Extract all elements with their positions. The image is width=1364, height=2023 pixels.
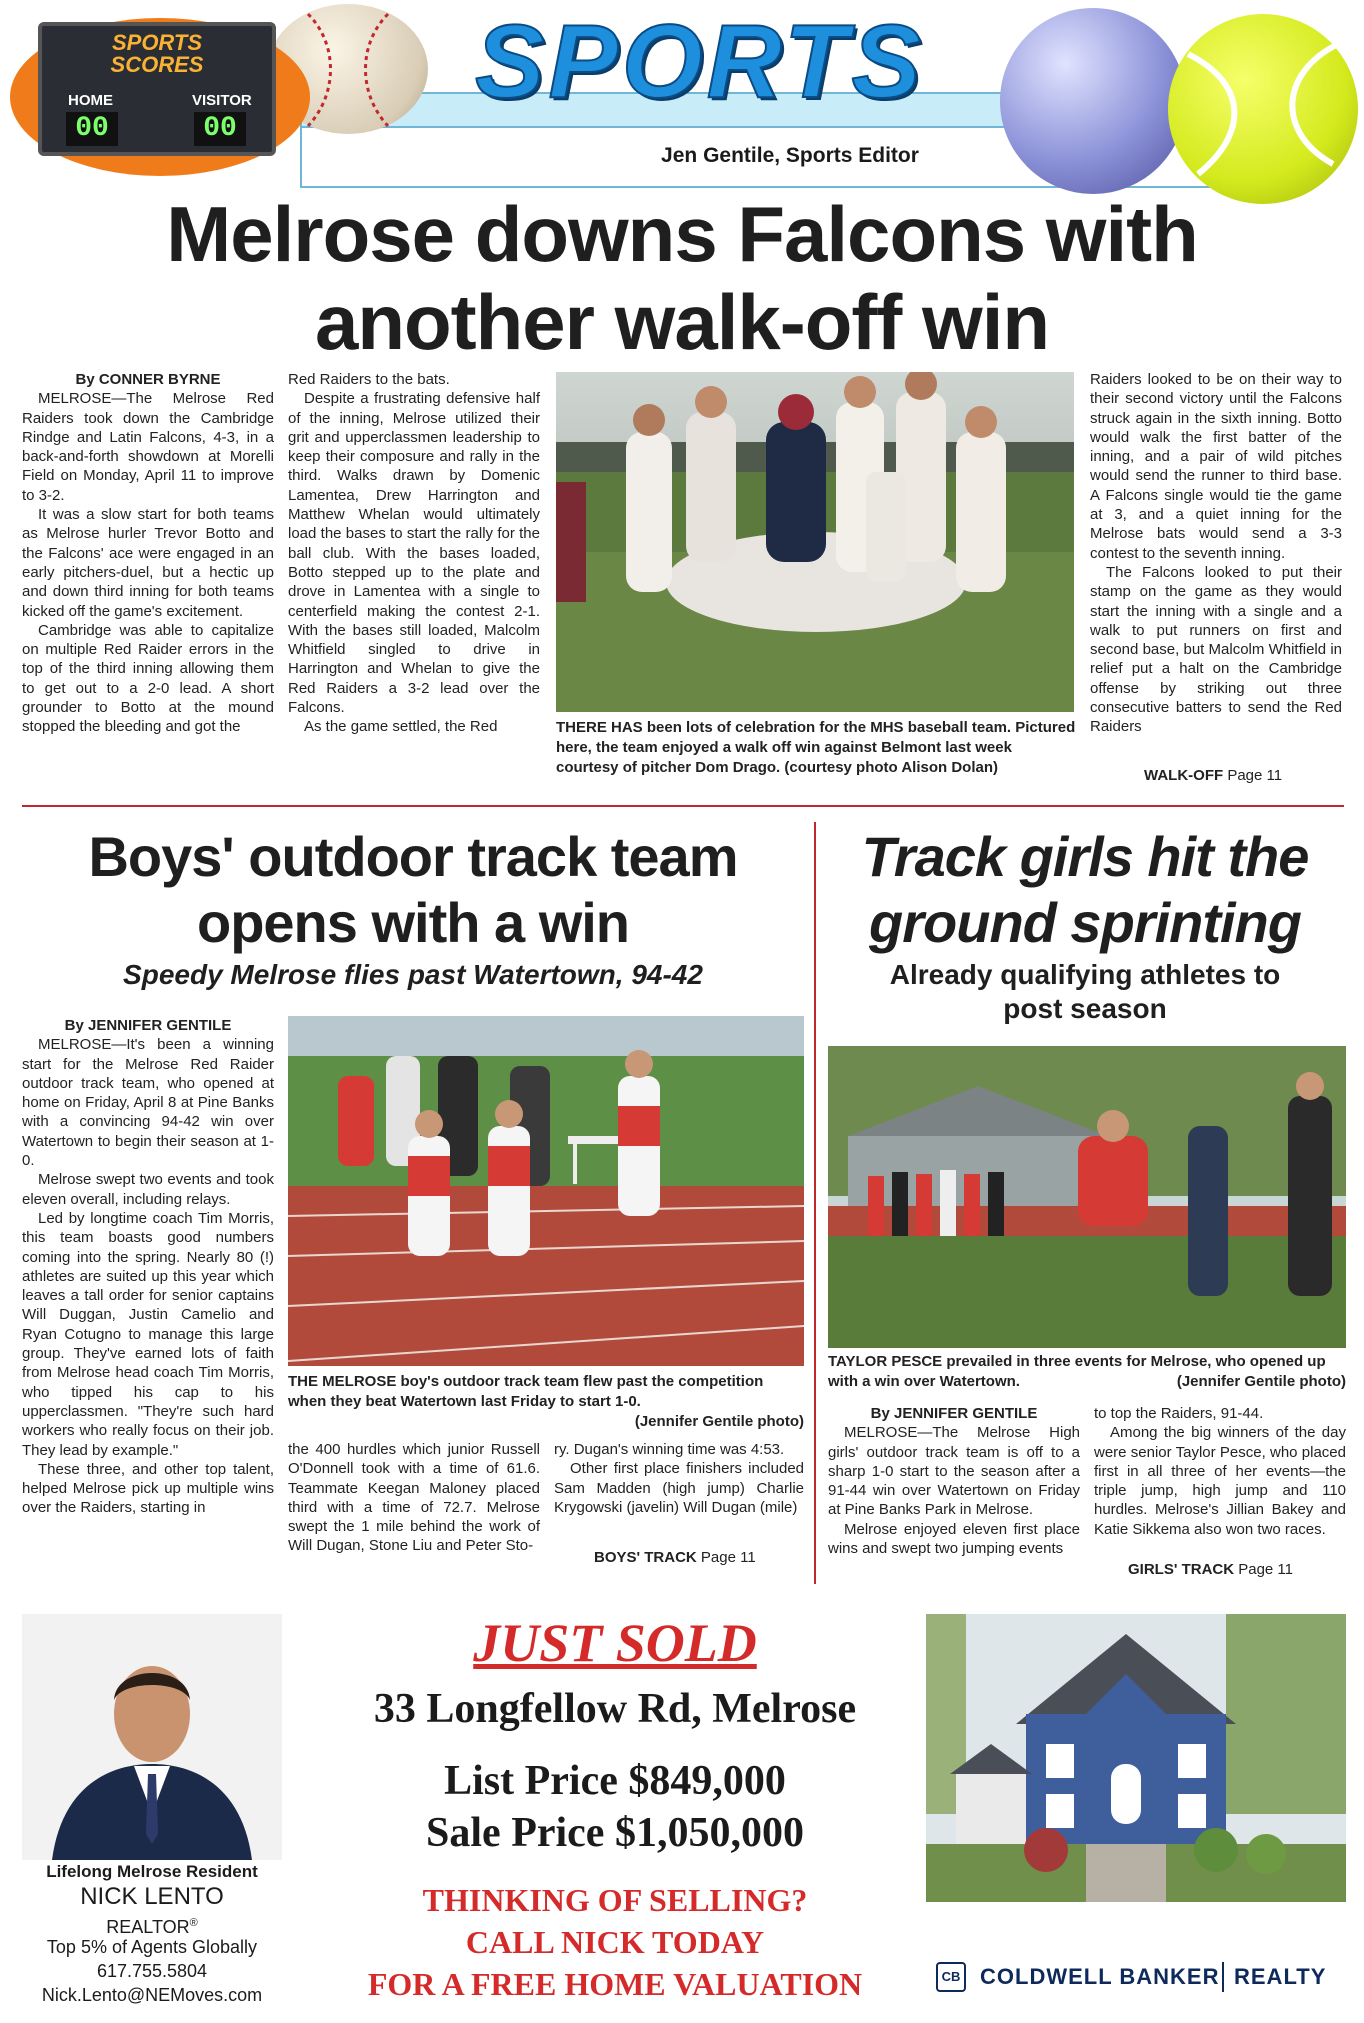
- girls-track-paragraph: MELROSE—The Melrose High girls' outdoor track team is off to a sharp 1-0 start to the season after a 91-44 win over Watertown on Friday at Pine Banks Park in Melrose.: [828, 1424, 1080, 1519]
- boys-track-headline: [22, 824, 804, 956]
- boys-track-jump-line: [594, 1548, 804, 1568]
- section-divider: [22, 805, 1344, 807]
- baseball-headline: [60, 190, 1304, 366]
- boys-track-paragraph: MELROSE—It's been a winning start for the Melrose Red Raider outdoor track team, who opened at home on Friday, April 8 at Pine Banks with a convincing 94-42 win over Watertown to begin their season at 1-0.: [22, 1036, 274, 1170]
- girls-track-photo: [828, 1046, 1346, 1348]
- column-divider: [814, 822, 816, 1584]
- cta-line-3: FOR A FREE HOME VALUATION: [367, 1966, 863, 2002]
- girls-track-subhead-line2: post season: [1003, 993, 1167, 1024]
- baseball-jump-label: WALK-OFF: [1144, 767, 1224, 784]
- girls-track-jump-page: Page 11: [1238, 1561, 1294, 1578]
- boys-track-byline: By JENNIFER GENTILE: [64, 1017, 232, 1034]
- girls-track-jump-line: [1128, 1560, 1344, 1580]
- scoreboard-visitor-score: 00: [194, 112, 246, 146]
- just-sold-headline: JUST SOLD: [473, 1613, 757, 1673]
- girls-track-jump-label: GIRLS' TRACK: [1128, 1561, 1235, 1578]
- baseball-paragraph: The Falcons looked to put their stamp on the game as they would start the inning with a single and a walk to put runners on first and second base, but Malcolm Whitfield in relief put a halt on the Cambridge offense by striking out three consecutive batters to send the Red Raiders: [1090, 563, 1342, 736]
- girls-track-column-1: [828, 1404, 1080, 1558]
- baseball-headline-line1: Melrose downs Falcons with: [166, 190, 1198, 278]
- boys-track-photo: [288, 1016, 804, 1366]
- girls-track-paragraph: Melrose enjoyed eleven first place wins and swept two jumping events: [828, 1520, 1080, 1558]
- sale-price: Sale Price $1,050,000: [426, 1810, 804, 1856]
- boys-track-headline-line2: opens with a win: [196, 891, 630, 954]
- boys-track-subhead: Speedy Melrose flies past Watertown, 94-42: [123, 959, 703, 990]
- brokerage-logo: [936, 1960, 1336, 1994]
- cta-line-1: THINKING OF SELLING?: [422, 1882, 808, 1918]
- boys-track-headline-line1: Boys' outdoor track team: [88, 825, 738, 888]
- baseball-column-3: [1090, 370, 1342, 737]
- listing-address: 33 Longfellow Rd, Melrose: [373, 1686, 857, 1732]
- baseball-column-2: [288, 370, 540, 737]
- sports-editor: Jen Gentile, Sports Editor: [661, 144, 919, 167]
- brokerage-name: COLDWELL BANKER: [980, 1964, 1220, 1989]
- scoreboard-title-2: SCORES: [110, 52, 204, 77]
- agent-tagline: Lifelong Melrose Resident: [46, 1862, 258, 1881]
- boys-track-photo-caption: THE MELROSE boy's outdoor track team flew past the competition when they beat Watertown last Friday to start 1-0.: [288, 1373, 764, 1410]
- girls-track-subhead-line1: Already qualifying athletes to: [889, 959, 1281, 990]
- boys-track-paragraph: Led by longtime coach Tim Morris, this team boasts good numbers coming into the spring. Nearly 80 (!) athletes are suited up this year which leaves a tall order for senior captains Will Duggan, Justin Camelio and Ryan Cotugno to manage this large group. They've earned lots of faith from Melrose head coach Tim Morris, who tipped his cap to his upperclassmen. "They're such hard workers who really focus on their job. They lead by example.": [22, 1209, 274, 1459]
- brokerage-suffix: REALTY: [1234, 1964, 1327, 1989]
- agent-rank: Top 5% of Agents Globally: [46, 1937, 258, 1957]
- boys-track-column-1: [22, 1016, 274, 1518]
- baseball-byline: By CONNER BYRNE: [75, 371, 221, 388]
- agent-photo: [22, 1614, 282, 1860]
- scoreboard-icon: [38, 22, 276, 156]
- agent-email: Nick.Lento@NEMoves.com: [41, 1985, 263, 2005]
- scoreboard-title-1: SPORTS: [111, 30, 203, 55]
- girls-track-byline: By JENNIFER GENTILE: [870, 1405, 1038, 1422]
- girls-track-paragraph: to top the Raiders, 91-44.: [1094, 1405, 1264, 1422]
- boys-track-paragraph: Other first place finishers included Sam Madden (high jump) Charlie Krygowski (javelin) Will Dugan (mile): [554, 1460, 804, 1516]
- boys-track-jump-page: Page 11: [700, 1549, 756, 1566]
- baseball-photo-caption: THERE HAS been lots of celebration for the MHS baseball team. Pictured here, the team enjoyed a walk off win against Belmont last week courtesy of pitcher Dom Drago. (courtesy photo Alison Dolan): [556, 719, 1076, 776]
- girls-track-column-2: [1094, 1404, 1346, 1539]
- baseball-headline-line2: another walk-off win: [314, 278, 1050, 366]
- girls-track-photo-caption: TAYLOR PESCE prevailed in three events for Melrose, who opened up with a win over Watertown.: [828, 1353, 1326, 1390]
- agent-title: [22, 1912, 282, 1938]
- boys-track-jump-label: BOYS' TRACK: [594, 1549, 697, 1566]
- baseball-jump-page: Page 11: [1227, 767, 1283, 784]
- tennis-ball-icon: [1168, 14, 1358, 204]
- girls-track-photo-credit: (Jennifer Gentile photo): [1176, 1373, 1346, 1390]
- boys-track-paragraph: the 400 hurdles which junior Russell O'Donnell took with a time of 61.6. Teammate Keegan Maloney placed third with a time of 72.7. Melrose swept the 1 mile behind the work of Will Dugan, Stone Liu and Peter Sto-: [288, 1441, 540, 1555]
- scoreboard-home-label: HOME: [68, 92, 113, 109]
- agent-phone: 617.755.5804: [96, 1961, 208, 1981]
- baseball-paragraph: As the game settled, the Red: [304, 718, 498, 736]
- boys-track-paragraph: Melrose swept two events and took eleven overall, including relays.: [22, 1171, 274, 1208]
- baseball-jump-line: [1144, 766, 1344, 786]
- scoreboard-visitor-label: VISITOR: [192, 92, 252, 109]
- boys-track-paragraph: ry. Dugan's winning time was 4:53.: [554, 1441, 785, 1458]
- baseball-paragraph: It was a slow start for both teams as Melrose hurler Trevor Botto and the Falcons' ace were engaged in an early pitchers-duel, but a hectic up and down third inning for both teams kicked off the game's excitement.: [22, 506, 274, 620]
- baseball-paragraph: Cambridge was able to capitalize on multiple Red Raider errors in the top of the third inning allowing them to get out to a 2-0 lead. A short grounder to Botto at the mound stopped the bleeding and got the: [22, 621, 274, 736]
- baseball-column-1: [22, 370, 274, 737]
- coldwell-banker-icon: CB: [936, 1962, 966, 1992]
- agent-title-text: REALTOR: [106, 1917, 190, 1937]
- boys-track-column-2: [288, 1440, 540, 1556]
- section-title: SPORTS: [475, 4, 925, 120]
- scoreboard-home-score: 00: [66, 112, 118, 146]
- baseball-paragraph: Despite a frustrating defensive half of the inning, Melrose utilized their grit and upperclassmen leadership to keep their composure and rally in the third. Walks drawn by Domenic Lamentea, Drew Harrington and Matthew Whelan would ultimately load the bases to start the rally for the ball club. With the bases loaded, Botto stepped up to the plate and drove in Lamentea with a single to centerfield making the contest 2-1. With the bases still loaded, Malcolm Whitfield singled to drive in Harrington and Whelan to give the Red Raiders a 3-2 lead over the Falcons.: [288, 390, 540, 717]
- cta-line-2: CALL NICK TODAY: [465, 1924, 765, 1960]
- list-price: List Price $849,000: [444, 1758, 786, 1804]
- girls-track-paragraph: Among the big winners of the day were senior Taylor Pesce, who placed first in all three of her events—the triple jump, high jump and 110 hurdles. Melrose's Jillian Bakey and Katie Sikkema also won two races.: [1094, 1424, 1346, 1538]
- boys-track-paragraph: These three, and other top talent, helped Melrose pick up multiple wins over the Raiders, starting in: [22, 1460, 274, 1517]
- golf-ball-icon: [1000, 8, 1186, 194]
- girls-track-headline-line1: Track girls hit the: [861, 825, 1309, 888]
- sold-house-photo: [926, 1614, 1346, 1902]
- brokerage-divider: [1222, 1962, 1224, 1992]
- girls-track-headline: [826, 824, 1344, 956]
- girls-track-headline-line2: ground sprinting: [869, 891, 1301, 954]
- boys-track-column-3: [554, 1440, 804, 1517]
- baseball-paragraph: MELROSE—The Melrose Red Raiders took down the Cambridge Rindge and Latin Falcons, 4-3, in a back-and-forth showdown at Morelli Field on Monday, April 11 to improve to 3-2.: [22, 390, 274, 504]
- girls-track-subhead: [826, 958, 1344, 1026]
- baseball-paragraph: Raiders looked to be on their way to their second victory until the Falcons struck again in the sixth inning. Botto would walk the first batter of the inning, and a pair of wild pitches would send the runner to third base. A Falcons single would tie the game at 3, and a quiet inning for the Melrose bats would send a 3-3 contest to the seventh inning.: [1090, 371, 1342, 562]
- agent-name: NICK LENTO: [80, 1883, 224, 1910]
- baseball-paragraph: Red Raiders to the bats.: [288, 371, 450, 388]
- baseball-celebration-photo: [556, 372, 1074, 712]
- registered-mark: ®: [189, 1917, 198, 1929]
- boys-track-photo-credit: (Jennifer Gentile photo): [634, 1413, 804, 1430]
